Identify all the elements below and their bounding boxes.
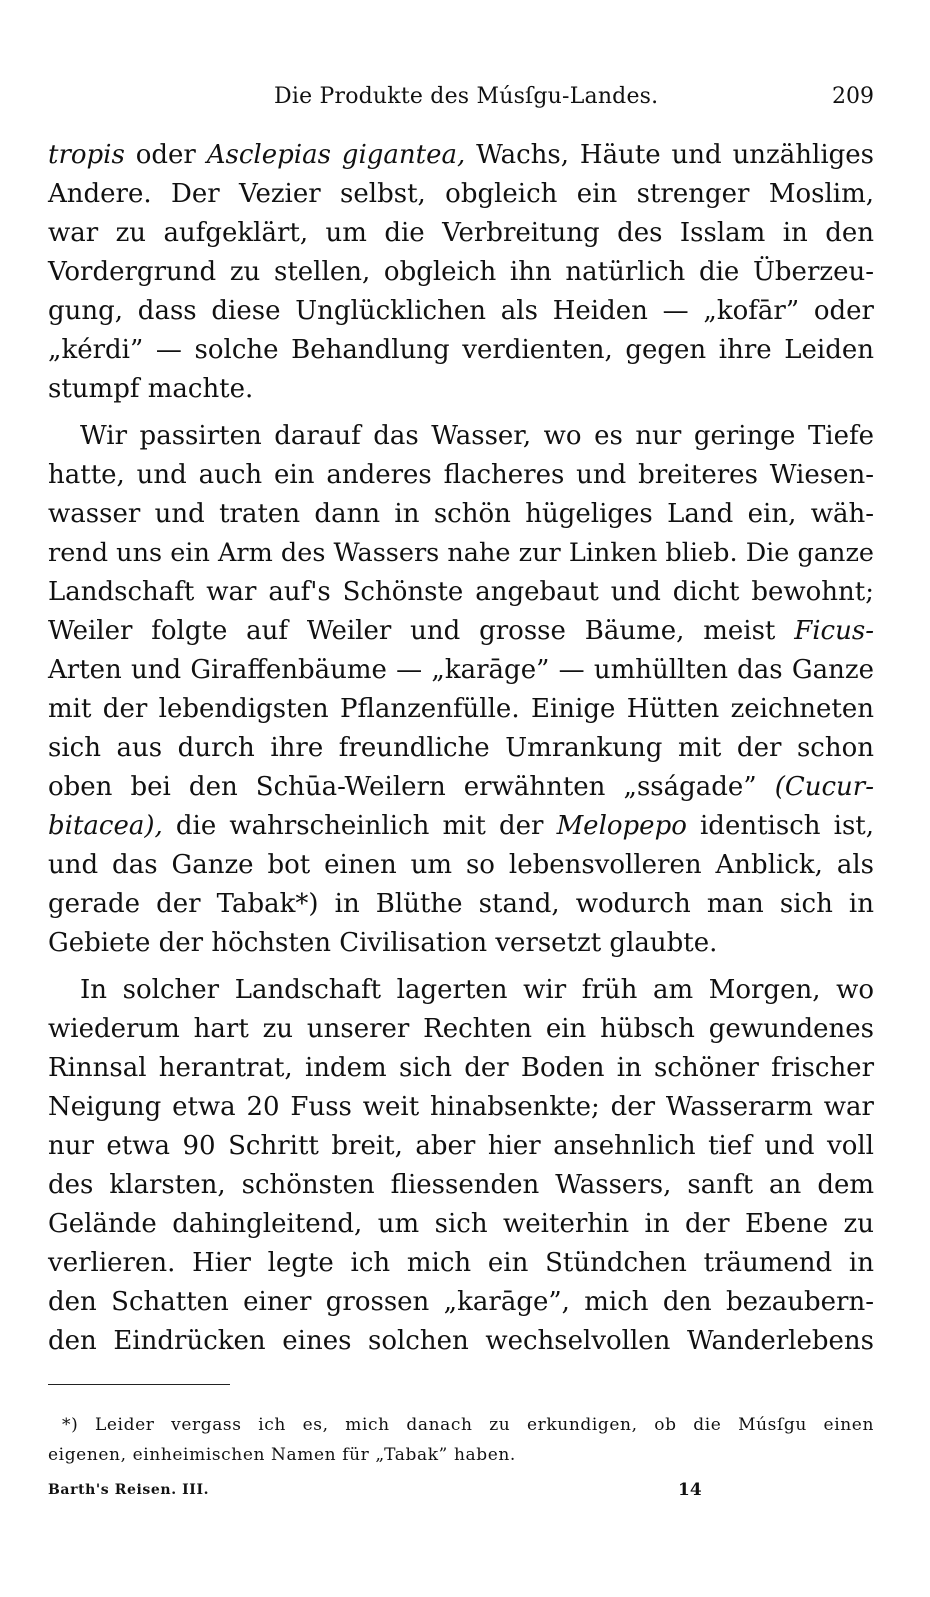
text-line: Arten und Giraffenbäume — „karāge” — umhüllten das Ganze xyxy=(48,655,874,685)
footnote-line: *) Leider vergass ich es, mich danach zu erkundigen, ob die Músſgu einen xyxy=(62,1415,874,1435)
signature-mark: Barth's Reisen. III. xyxy=(48,1482,210,1498)
text-line: Landschaft war auf's Schönste angebaut und dicht bewohnt; xyxy=(48,577,874,607)
text-line: sich aus durch ihre freundliche Umrankung mit der schon xyxy=(48,733,874,763)
sheet-number: 14 xyxy=(678,1480,702,1500)
running-title: Die Produkte des Músſgu-Landes. xyxy=(274,84,659,109)
text-line: Weiler folgte auf Weiler und grosse Bäume, meist Ficus- xyxy=(48,616,874,646)
page-number: 209 xyxy=(832,84,874,109)
text-line: nur etwa 90 Schritt breit, aber hier ansehnlich tief und voll xyxy=(48,1131,874,1161)
text-line: des klarsten, schönsten fliessenden Wassers, sanft an dem xyxy=(48,1170,874,1200)
italic-term: (Cucur- xyxy=(774,772,874,802)
text-line: stumpf machte. xyxy=(48,374,254,404)
text-line: gerade der Tabak*) in Blüthe stand, wodurch man sich in xyxy=(48,889,874,919)
page-footer xyxy=(48,1478,874,1508)
text-line: und das Ganze bot einen um so lebensvolleren Anblick, als xyxy=(48,850,874,880)
text-line: Wir passirten darauf das Wasser, wo es nur geringe Tiefe xyxy=(80,421,874,451)
text-line: wiederum hart zu unserer Rechten ein hübsch gewundenes xyxy=(48,1014,874,1044)
text-line: Gelände dahingleitend, um sich weiterhin in der Ebene zu xyxy=(48,1209,874,1239)
text-line: den Eindrücken eines solchen wechselvollen Wanderlebens xyxy=(48,1326,874,1356)
text-line: oben bei den Schūa-Weilern erwähnten „sságade” (Cucur- xyxy=(48,772,874,802)
text-line: „kérdi” — solche Behandlung verdienten, gegen ihre Leiden xyxy=(48,335,874,365)
italic-term: Ficus- xyxy=(794,616,874,646)
italic-term: tropis xyxy=(48,140,125,170)
footnote-line: eigenen, einheimischen Namen für „Tabak” haben. xyxy=(48,1445,516,1465)
text-line: tropis oder Asclepias gigantea, Wachs, Häute und unzähliges xyxy=(48,140,875,170)
text-line: war zu aufgeklärt, um die Verbreitung des Isslam in den xyxy=(48,218,874,248)
paragraph-1 xyxy=(48,136,874,409)
text-line: gung, dass diese Unglücklichen als Heiden — „kofār” oder xyxy=(48,296,874,326)
text-line: Neigung etwa 20 Fuss weit hinabsenkte; der Wasserarm war xyxy=(48,1092,874,1122)
text-line: Andere. Der Vezier selbst, obgleich ein strenger Moslim, xyxy=(48,179,874,209)
footnote xyxy=(48,1410,874,1470)
text-line: Rinnsal herantrat, indem sich der Boden in schöner frischer xyxy=(48,1053,874,1083)
footnote-divider xyxy=(48,1384,230,1385)
text-line: In solcher Landschaft lagerten wir früh am Morgen, wo xyxy=(80,975,874,1005)
text-line: verlieren. Hier legte ich mich ein Stündchen träumend in xyxy=(48,1248,874,1278)
paragraph-3 xyxy=(48,971,874,1361)
text-line: hatte, und auch ein anderes flacheres und breiteres Wiesen- xyxy=(48,460,874,490)
text-line: den Schatten einer grossen „karāge”, mich den bezaubern- xyxy=(48,1287,874,1317)
paragraph-2 xyxy=(48,417,874,963)
text-line: mit der lebendigsten Pflanzenfülle. Einige Hütten zeichneten xyxy=(48,694,874,724)
text-line: Vordergrund zu stellen, obgleich ihn natürlich die Überzeu- xyxy=(48,257,874,287)
text-line: Gebiete der höchsten Civilisation versetzt glaubte. xyxy=(48,928,718,958)
italic-term: Asclepias gigantea, xyxy=(206,140,466,170)
page-body xyxy=(48,136,874,1361)
text-line: rend uns ein Arm des Wassers nahe zur Linken blieb. Die ganze xyxy=(48,538,874,568)
page-header xyxy=(48,82,874,122)
italic-term: bitacea), xyxy=(48,811,163,841)
italic-term: Melopepo xyxy=(556,811,687,841)
text-line: bitacea), die wahrscheinlich mit der Melopepo identisch ist, xyxy=(48,811,874,841)
text-line: wasser und traten dann in schön hügeliges Land ein, wäh- xyxy=(48,499,874,529)
